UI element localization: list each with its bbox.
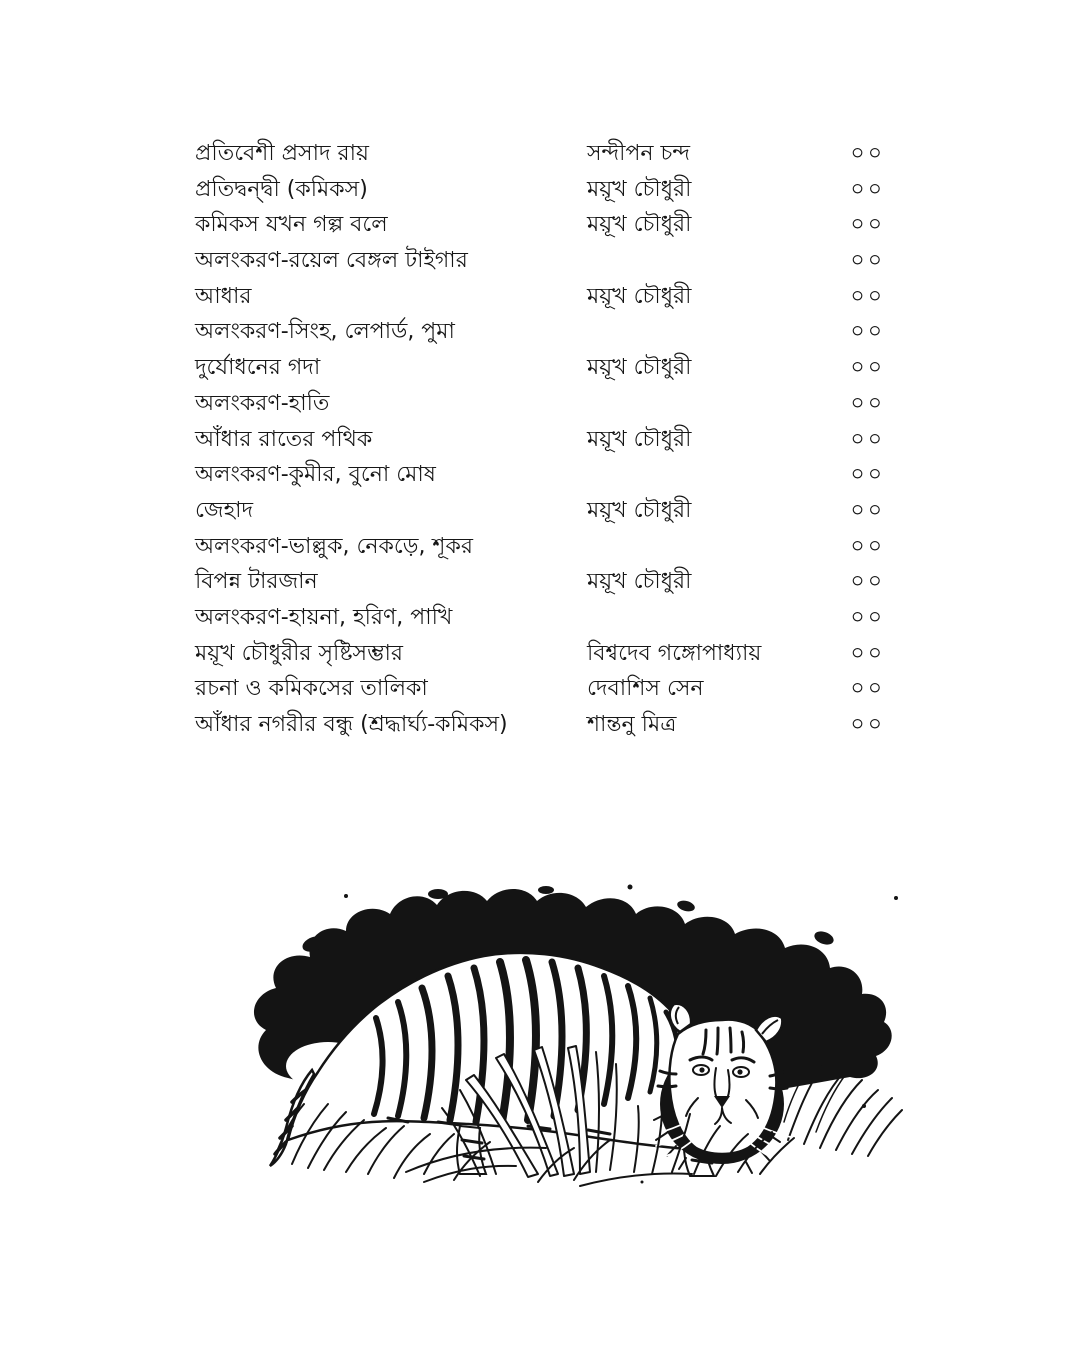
toc-row xyxy=(195,279,885,315)
toc-title: দুর্যোধনের গদা xyxy=(195,355,321,381)
toc-title: ময়ূখ চৌধুরীর সৃষ্টিসম্ভার xyxy=(195,640,403,666)
toc-page: ০০ xyxy=(850,676,885,702)
tiger-illustration xyxy=(228,882,910,1192)
toc-row xyxy=(195,207,885,243)
toc-page: ০০ xyxy=(850,212,885,238)
toc-title: রচনা ও কমিকসের তালিকা xyxy=(195,676,428,702)
toc-row xyxy=(195,314,885,350)
toc-title: কমিকস যখন গল্প বলে xyxy=(195,212,388,238)
toc-page: ০০ xyxy=(850,248,885,274)
toc-row xyxy=(195,243,885,279)
toc-row xyxy=(195,136,885,172)
toc-title: আঁধার রাতের পথিক xyxy=(195,426,373,452)
toc-author: ময়ূখ চৌধুরী xyxy=(587,176,692,202)
toc-title: আঁধার নগরীর বন্ধু (শ্রদ্ধার্ঘ্য-কমিকস) xyxy=(195,712,508,737)
toc-title: প্রতিবেশী প্রসাদ রায় xyxy=(195,141,369,166)
toc-page: ০০ xyxy=(850,390,885,416)
toc-title: অলংকরণ-সিংহ, লেপার্ড, পুমা xyxy=(195,319,455,345)
toc-page: ০০ xyxy=(850,426,885,452)
grass-right xyxy=(784,1066,902,1156)
toc-row xyxy=(195,529,885,565)
tiger-in-grass-ink-drawing xyxy=(228,882,910,1192)
toc-row xyxy=(195,457,885,493)
toc-author: দেবাশিস সেন xyxy=(587,676,704,702)
toc-row xyxy=(195,350,885,386)
toc-author: সন্দীপন চন্দ xyxy=(587,141,691,166)
toc-page: ০০ xyxy=(850,283,885,309)
toc-title: বিপন্ন টারজান xyxy=(195,569,318,595)
toc-row xyxy=(195,707,885,743)
toc-page: ০০ xyxy=(850,176,885,202)
toc-row xyxy=(195,493,885,529)
toc-author: ময়ূখ চৌধুরী xyxy=(587,212,692,238)
toc-page: ০০ xyxy=(850,569,885,595)
toc-row xyxy=(195,564,885,600)
toc-title: অলংকরণ-হাতি xyxy=(195,390,330,416)
toc-page: ০০ xyxy=(850,497,885,523)
toc-page: ০০ xyxy=(850,355,885,381)
toc-page: ০০ xyxy=(850,604,885,630)
toc-title: অলংকরণ-রয়েল বেঙ্গল টাইগার xyxy=(195,248,468,274)
toc-title: অলংকরণ-কুমীর, বুনো মোষ xyxy=(195,462,436,488)
toc-page: ০০ xyxy=(850,533,885,559)
toc-author: শান্তনু মিত্র xyxy=(587,712,677,737)
toc-title: জেহাদ xyxy=(195,497,254,523)
toc-row xyxy=(195,636,885,672)
toc-page: ০০ xyxy=(850,712,885,737)
toc-row xyxy=(195,671,885,707)
toc-title: আধার xyxy=(195,283,252,309)
toc-title: প্রতিদ্বন্দ্বী (কমিকস) xyxy=(195,176,368,202)
contents-table xyxy=(195,136,885,743)
toc-row xyxy=(195,422,885,458)
toc-row xyxy=(195,172,885,208)
toc-row xyxy=(195,386,885,422)
toc-page: ০০ xyxy=(850,141,885,166)
toc-page: ০০ xyxy=(850,640,885,666)
toc-title: অলংকরণ-ভাল্লুক, নেকড়ে, শূকর xyxy=(195,533,473,559)
toc-page: ০০ xyxy=(850,319,885,345)
toc-author: বিশ্বদেব গঙ্গোপাধ্যায় xyxy=(587,640,762,666)
toc-title: অলংকরণ-হায়না, হরিণ, পাখি xyxy=(195,604,453,630)
toc-author: ময়ূখ চৌধুরী xyxy=(587,497,692,523)
toc-author: ময়ূখ চৌধুরী xyxy=(587,283,692,309)
toc-page: ০০ xyxy=(850,462,885,488)
toc-row xyxy=(195,600,885,636)
toc-author: ময়ূখ চৌধুরী xyxy=(587,569,692,595)
toc-author: ময়ূখ চৌধুরী xyxy=(587,355,692,381)
toc-author: ময়ূখ চৌধুরী xyxy=(587,426,692,452)
